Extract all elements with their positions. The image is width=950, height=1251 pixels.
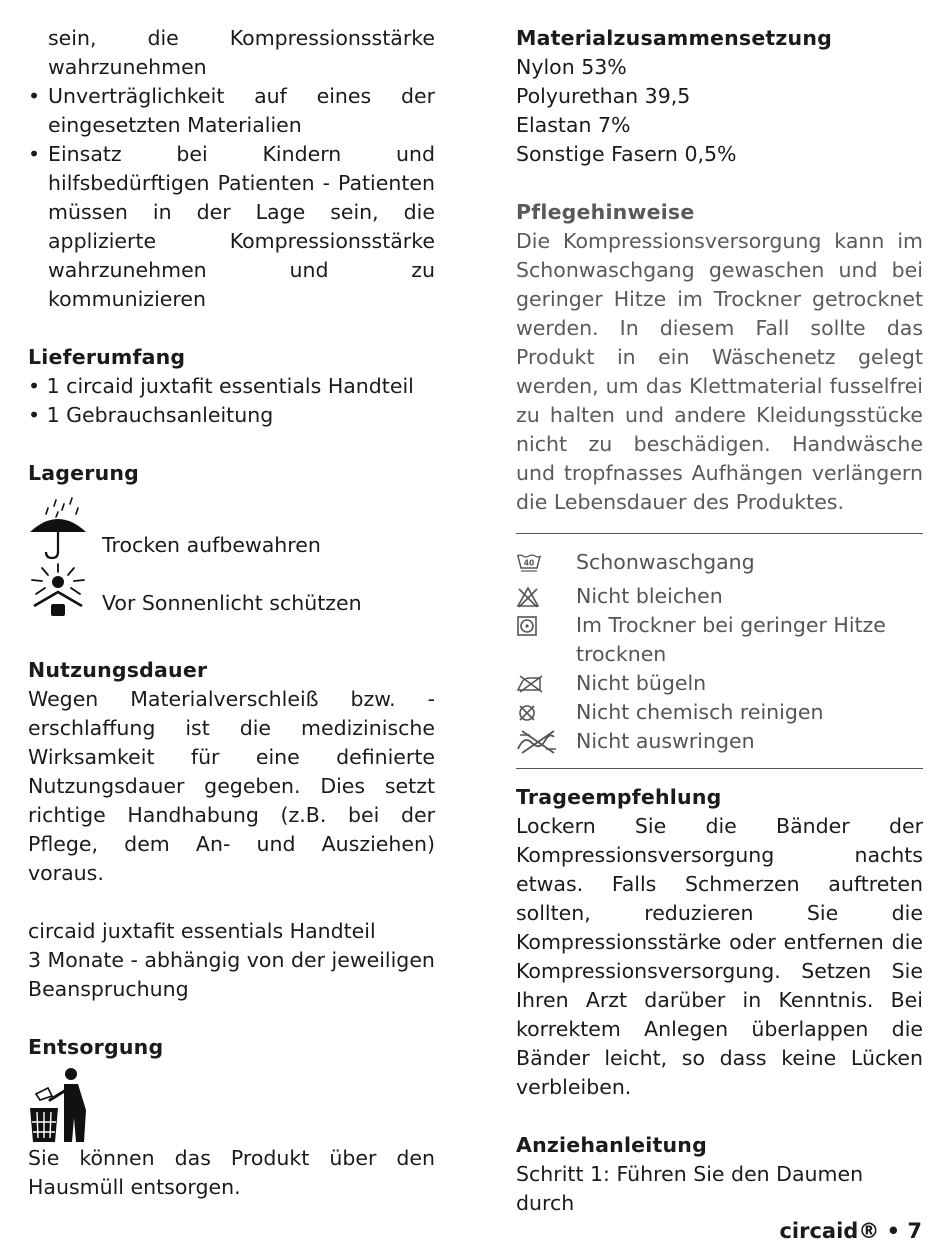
care-label: Schonwaschgang	[576, 550, 755, 574]
no-wringing-icon	[516, 729, 560, 755]
care-symbol-row	[516, 669, 923, 698]
sun-protection-icon	[28, 562, 88, 618]
care-label: Nicht auswringen	[576, 729, 755, 753]
delivery-heading: Lieferumfang	[28, 345, 186, 369]
storage-heading: Lagerung	[28, 461, 140, 485]
usage-product: circaid juxtafit essentials Handteil	[28, 919, 376, 943]
care-label: Nicht chemisch reinigen	[576, 700, 824, 724]
donning-step-1: Schritt 1: Führen Sie den Daumen durch	[516, 1162, 864, 1215]
material-item: Sonstige Fasern 0,5%	[516, 142, 737, 166]
usage-duration: 3 Monate - abhängig von der jeweiligen Beanspruchung	[28, 948, 435, 1001]
disposal-text: Sie können das Produkt über den Hausmüll entsorgen.	[28, 1146, 435, 1199]
disposal-heading: Entsorgung	[28, 1035, 164, 1059]
no-dry-clean-icon	[516, 702, 538, 724]
gentle-wash-40-icon	[516, 553, 542, 573]
contraindication-item: • Einsatz bei Kindern und hilfsbedürftigen Patienten - Patienten müssen in der Lage sein, die applizierte Kompressionsstärke wahrzunehmen und zu kommunizieren	[28, 140, 435, 314]
svg-text:40: 40	[523, 558, 535, 567]
keep-dry-label: Trocken aufbewahren	[102, 533, 321, 557]
donning-heading: Anziehanleitung	[516, 1133, 707, 1157]
tumble-dry-low-icon	[516, 615, 538, 637]
delivery-item: • 1 Gebrauchsanleitung	[28, 403, 274, 427]
no-ironing-icon	[516, 674, 544, 694]
usage-text: Wegen Materialverschleiß bzw. -erschlaffung ist die medizinische Wirksamkeit für eine definierte Nutzungsdauer gegeben. Dies setzt richtige Handhabung (z.B. bei der Pflege, dem An- und Ausziehen) voraus.	[28, 687, 435, 885]
no-bleach-icon	[516, 586, 540, 608]
material-item: Nylon 53%	[516, 55, 627, 79]
delivery-item: • 1 circaid juxtafit essentials Handteil	[28, 374, 414, 398]
trash-disposal-icon	[28, 1066, 90, 1144]
wear-heading: Trageempfehlung	[516, 785, 722, 809]
storage-protect-sun	[28, 562, 435, 618]
care-symbol-row	[516, 611, 923, 669]
care-symbol-row	[516, 582, 923, 611]
care-label: Nicht bügeln	[576, 671, 707, 695]
care-symbol-row	[516, 698, 923, 727]
usage-heading: Nutzungsdauer	[28, 658, 208, 682]
umbrella-icon	[28, 496, 88, 560]
care-heading: Pflegehinweise	[516, 200, 695, 224]
page-footer: circaid® • 7	[779, 1219, 922, 1243]
care-symbol-row	[516, 727, 923, 756]
right-column	[516, 24, 923, 1218]
contraindication-item: • Unverträglichkeit auf eines der eingesetzten Materialien	[28, 82, 435, 140]
left-column	[28, 24, 435, 1202]
protect-sun-label: Vor Sonnenlicht schützen	[102, 591, 362, 615]
care-text: Die Kompressionsversorgung kann im Schonwaschgang gewaschen und bei geringer Hitze im Trockner getrocknet werden. In diesem Fall sollte das Produkt in ein Wäschenetz gelegt werden, um das Klettmaterial fusselfrei zu halten und andere Kleidungsstücke nicht zu beschädigen. Handwäsche und tropfnasses Aufhängen verlängern die Lebensdauer des Produktes.	[516, 229, 923, 514]
material-item: Polyurethan 39,5	[516, 84, 691, 108]
material-heading: Materialzusammensetzung	[516, 26, 833, 50]
wear-text: Lockern Sie die Bänder der Kompressionsversorgung nachts etwas. Falls Schmerzen auftreten sollten, reduzieren Sie die Kompressionsstärke oder entfernen die Kompressionsversorgung. Setzen Sie Ihren Arzt darüber in Kenntnis. Bei korrektem Anlegen überlappen die Bänder leicht, so dass keine Lücken verbleiben.	[516, 814, 923, 1099]
care-symbol-row	[516, 548, 923, 577]
care-label: Nicht bleichen	[576, 584, 723, 608]
contraindication-fragment: sein, die Kompressionsstärke wahrzunehmen	[48, 26, 435, 79]
storage-keep-dry	[28, 496, 435, 560]
care-label: Im Trockner bei geringer Hitze trocknen	[576, 613, 886, 666]
material-item: Elastan 7%	[516, 113, 631, 137]
